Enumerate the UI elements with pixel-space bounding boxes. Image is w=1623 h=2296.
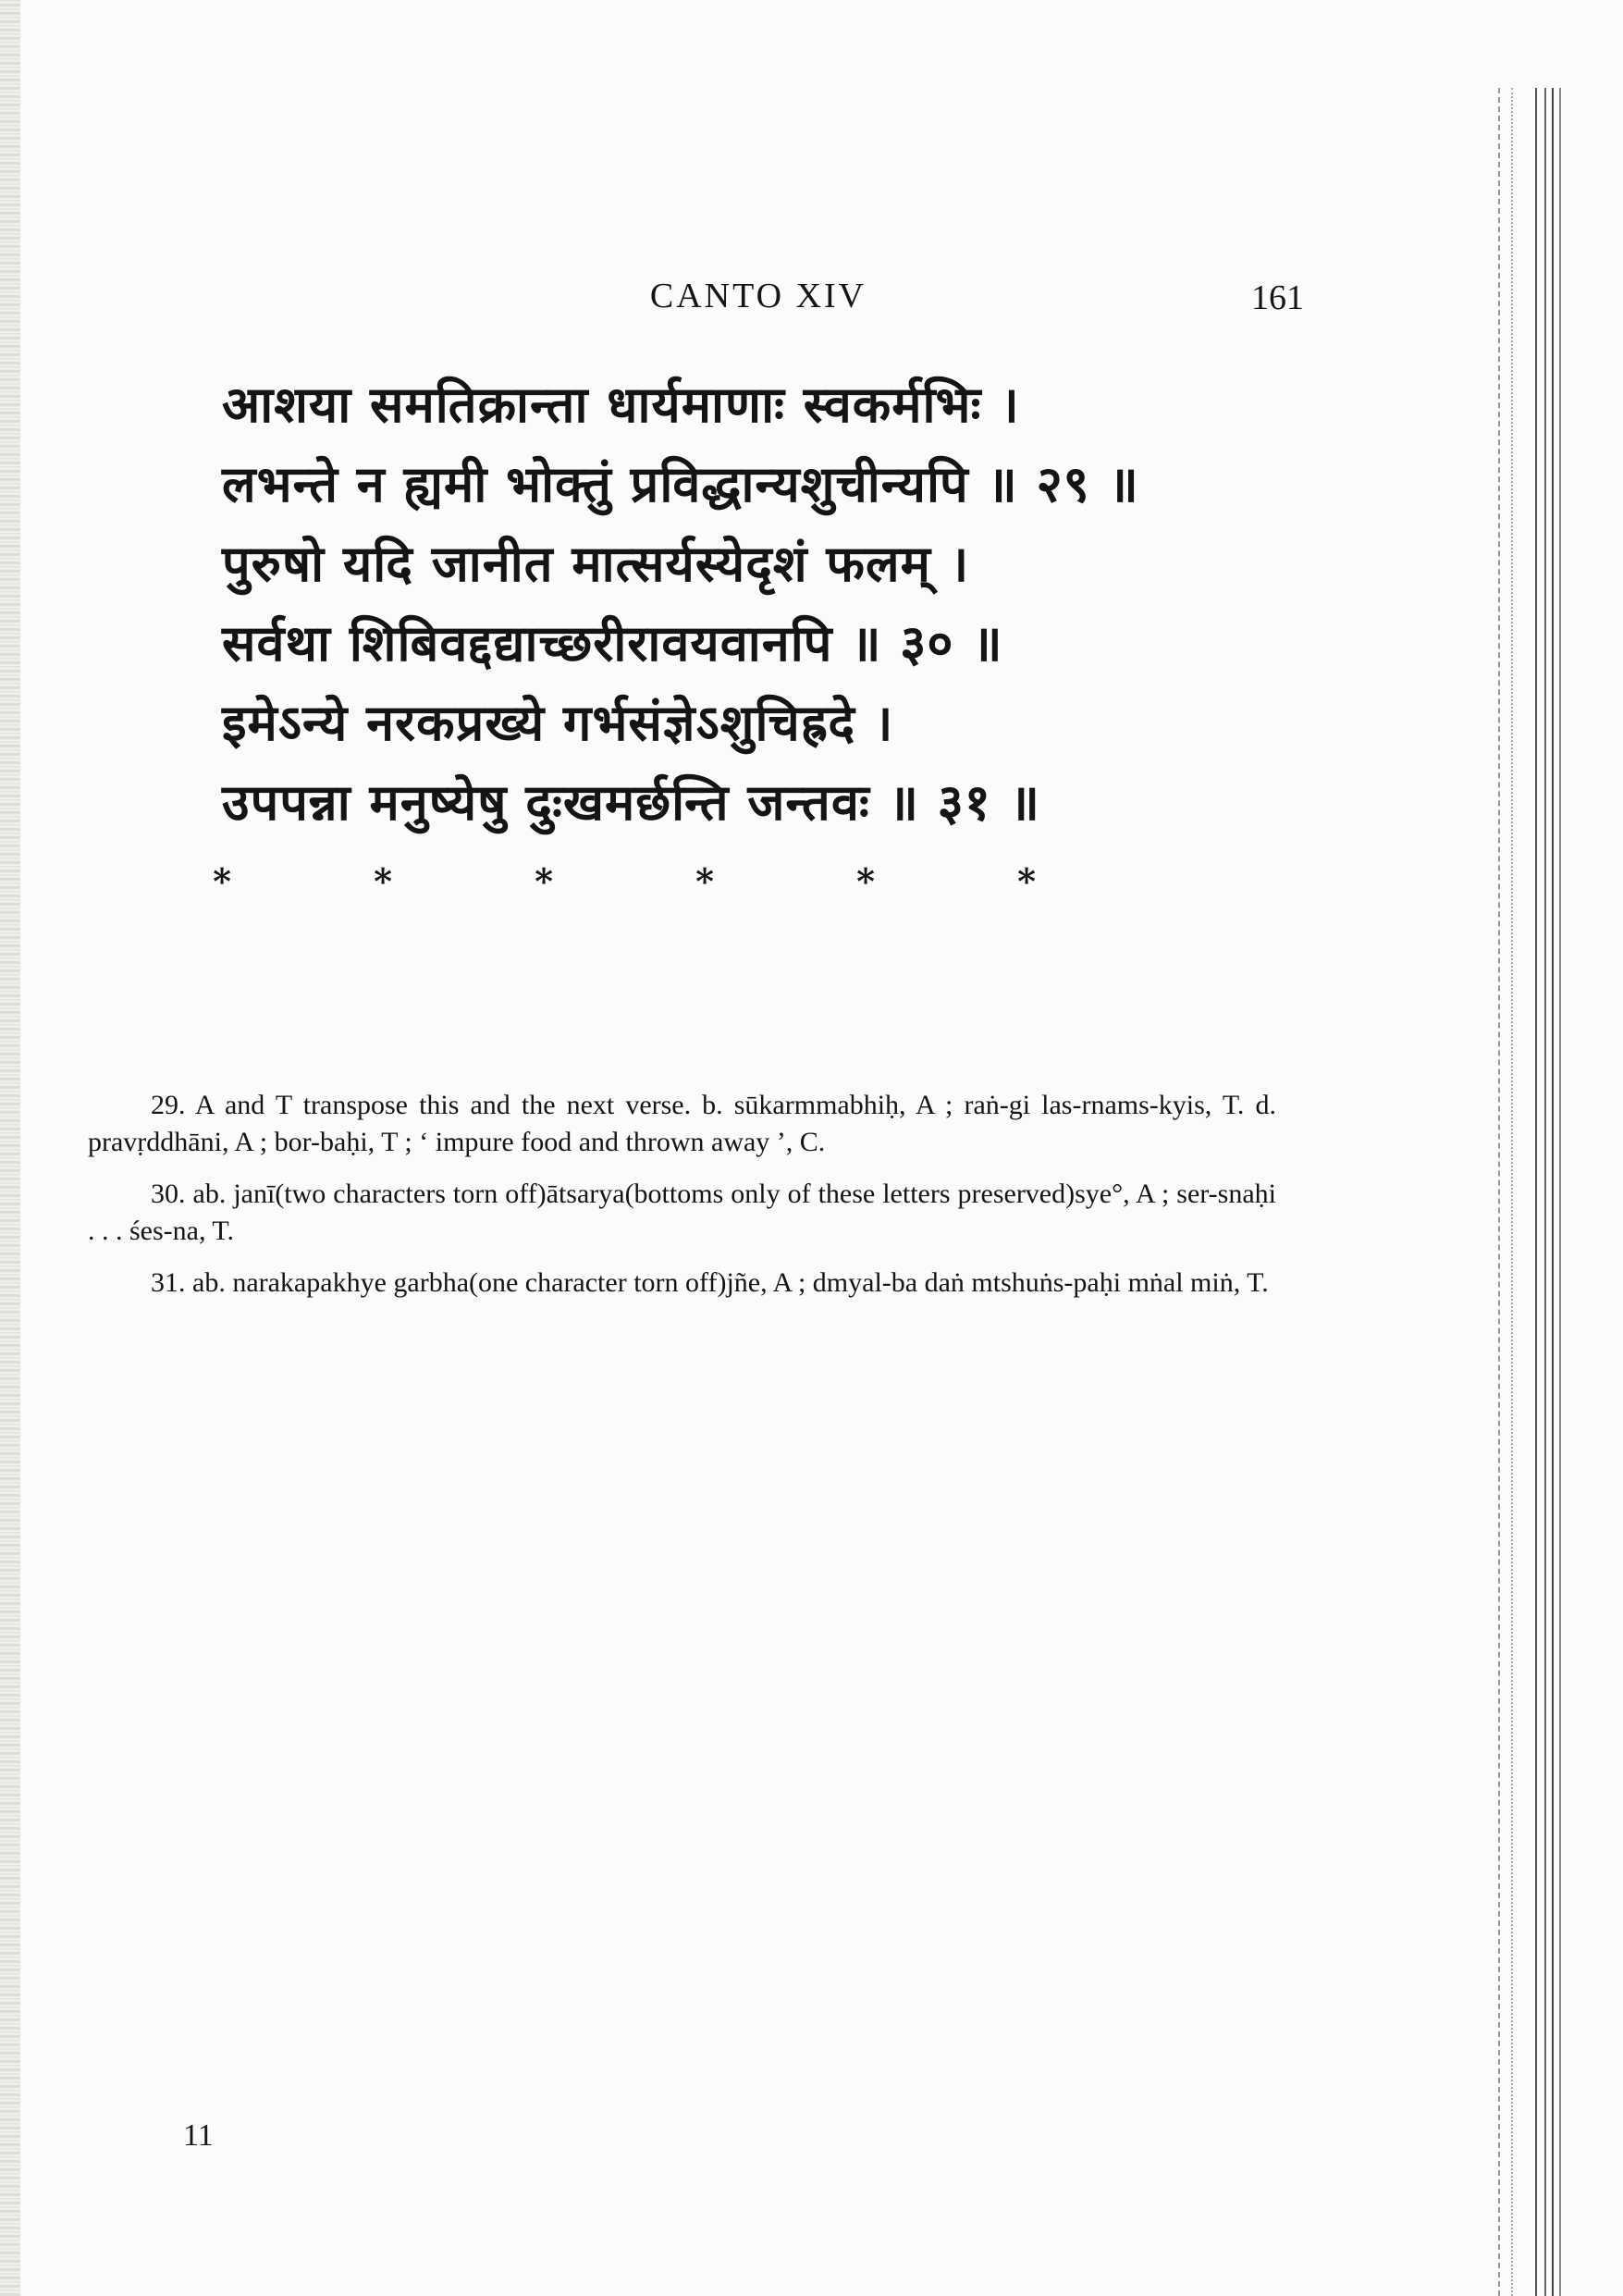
asterisk: * (695, 860, 714, 902)
note-29: 29. A and T transpose this and the next verse. b. sūkarmmabhiḥ, A ; raṅ-gi las-rnams-kyis, T. d. pravṛddhāni, A ; bor-baḥi, T ; ‘ impure food and thrown away ’, C. (88, 1090, 1276, 1157)
page-number: 161 (1251, 278, 1304, 317)
scan-binding-edge (0, 0, 20, 2296)
note-30: 30. ab. janī(two characters torn off)ātsarya(bottoms only of these letters preserved)sye°, A ; ser-snaḥi . . . śes-na, T. (88, 1179, 1276, 1246)
sanskrit-verses (222, 365, 1285, 843)
verse-line: लभन्ते न ह्यमी भोक्तुं प्रविद्धान्यशुचीन्यपि ॥ २९ ॥ (222, 455, 1139, 513)
verse-line: उपपन्ना मनुष्येषु दुःखमर्छन्ति जन्तवः ॥ ३१ ॥ (222, 773, 1041, 832)
note-31: 31. ab. narakapakhye garbha(one character torn off)jñe, A ; dmyal-ba daṅ mtshuṅs-paḥi mṅal miṅ, T. (151, 1267, 1269, 1298)
asterisk: * (535, 860, 553, 902)
critical-notes (88, 1087, 1276, 1316)
signature-mark: 11 (183, 2118, 214, 2153)
scan-page-edges (1489, 88, 1572, 2296)
asterisk: * (374, 860, 392, 902)
verse-line: पुरुषो यदि जानीत मात्सर्यस्येदृशं फलम् । (222, 535, 970, 593)
asterisk: * (213, 860, 231, 902)
verse-line: सर्वथा शिबिवद्दद्याच्छरीरावयवानपि ॥ ३० ॥ (222, 614, 1003, 673)
asterisk: * (856, 860, 875, 902)
verse-line: आशया समतिक्रान्ता धार्यमाणाः स्वकर्मभिः । (222, 376, 1020, 434)
asterisk: * (1017, 860, 1036, 902)
section-separator (208, 860, 1040, 902)
verse-line: इमेऽन्ये नरकप्रख्ये गर्भसंज्ञेऽशुचिह्रदे । (222, 694, 894, 752)
running-head: CANTO XIV (649, 277, 867, 315)
page-header (213, 276, 1304, 322)
